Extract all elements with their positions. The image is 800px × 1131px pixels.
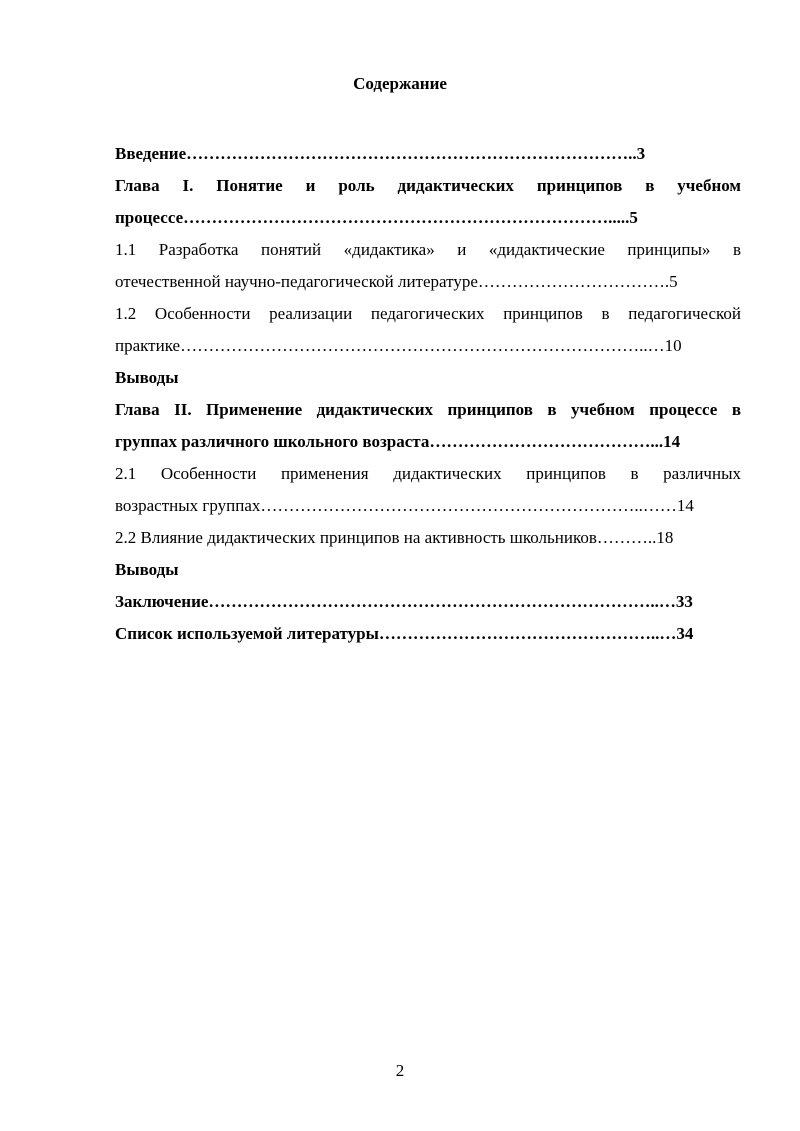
toc-line: 2.1 Особенности применения дидактических принципов в различных <box>115 464 741 483</box>
toc-line: отечественной научно-педагогической литературе…………………………….5 <box>115 272 678 291</box>
toc-line: Глава I. Понятие и роль дидактических принципов в учебном <box>115 176 741 195</box>
toc-line: практике………………………………………………………………………..…10 <box>115 336 682 355</box>
toc-line: Введение……………………………………………………………………..3 <box>115 144 646 163</box>
toc-line: 2.2 Влияние дидактических принципов на активность школьников………..18 <box>115 528 674 547</box>
table-of-contents <box>115 138 741 650</box>
toc-line: Заключение……………………………………………………………………..…33 <box>115 592 693 611</box>
toc-line: Выводы <box>115 368 179 387</box>
toc-line: процессе………………………………………………………………….....5 <box>115 208 638 227</box>
page-title: Содержание <box>353 74 447 93</box>
toc-line: 1.2 Особенности реализации педагогических принципов в педагогической <box>115 304 741 323</box>
toc-line: 1.1 Разработка понятий «дидактика» и «дидактические принципы» в <box>115 240 741 259</box>
toc-line: Список используемой литературы…………………………………………..…34 <box>115 624 694 643</box>
toc-line: Глава II. Применение дидактических принципов в учебном процессе в <box>115 400 741 419</box>
toc-line: группах различного школьного возраста…………………………………...14 <box>115 432 681 451</box>
toc-line: Выводы <box>115 560 179 579</box>
toc-line: возрастных группах…………………………………………………………..……14 <box>115 496 694 515</box>
page-number: 2 <box>395 1061 405 1080</box>
